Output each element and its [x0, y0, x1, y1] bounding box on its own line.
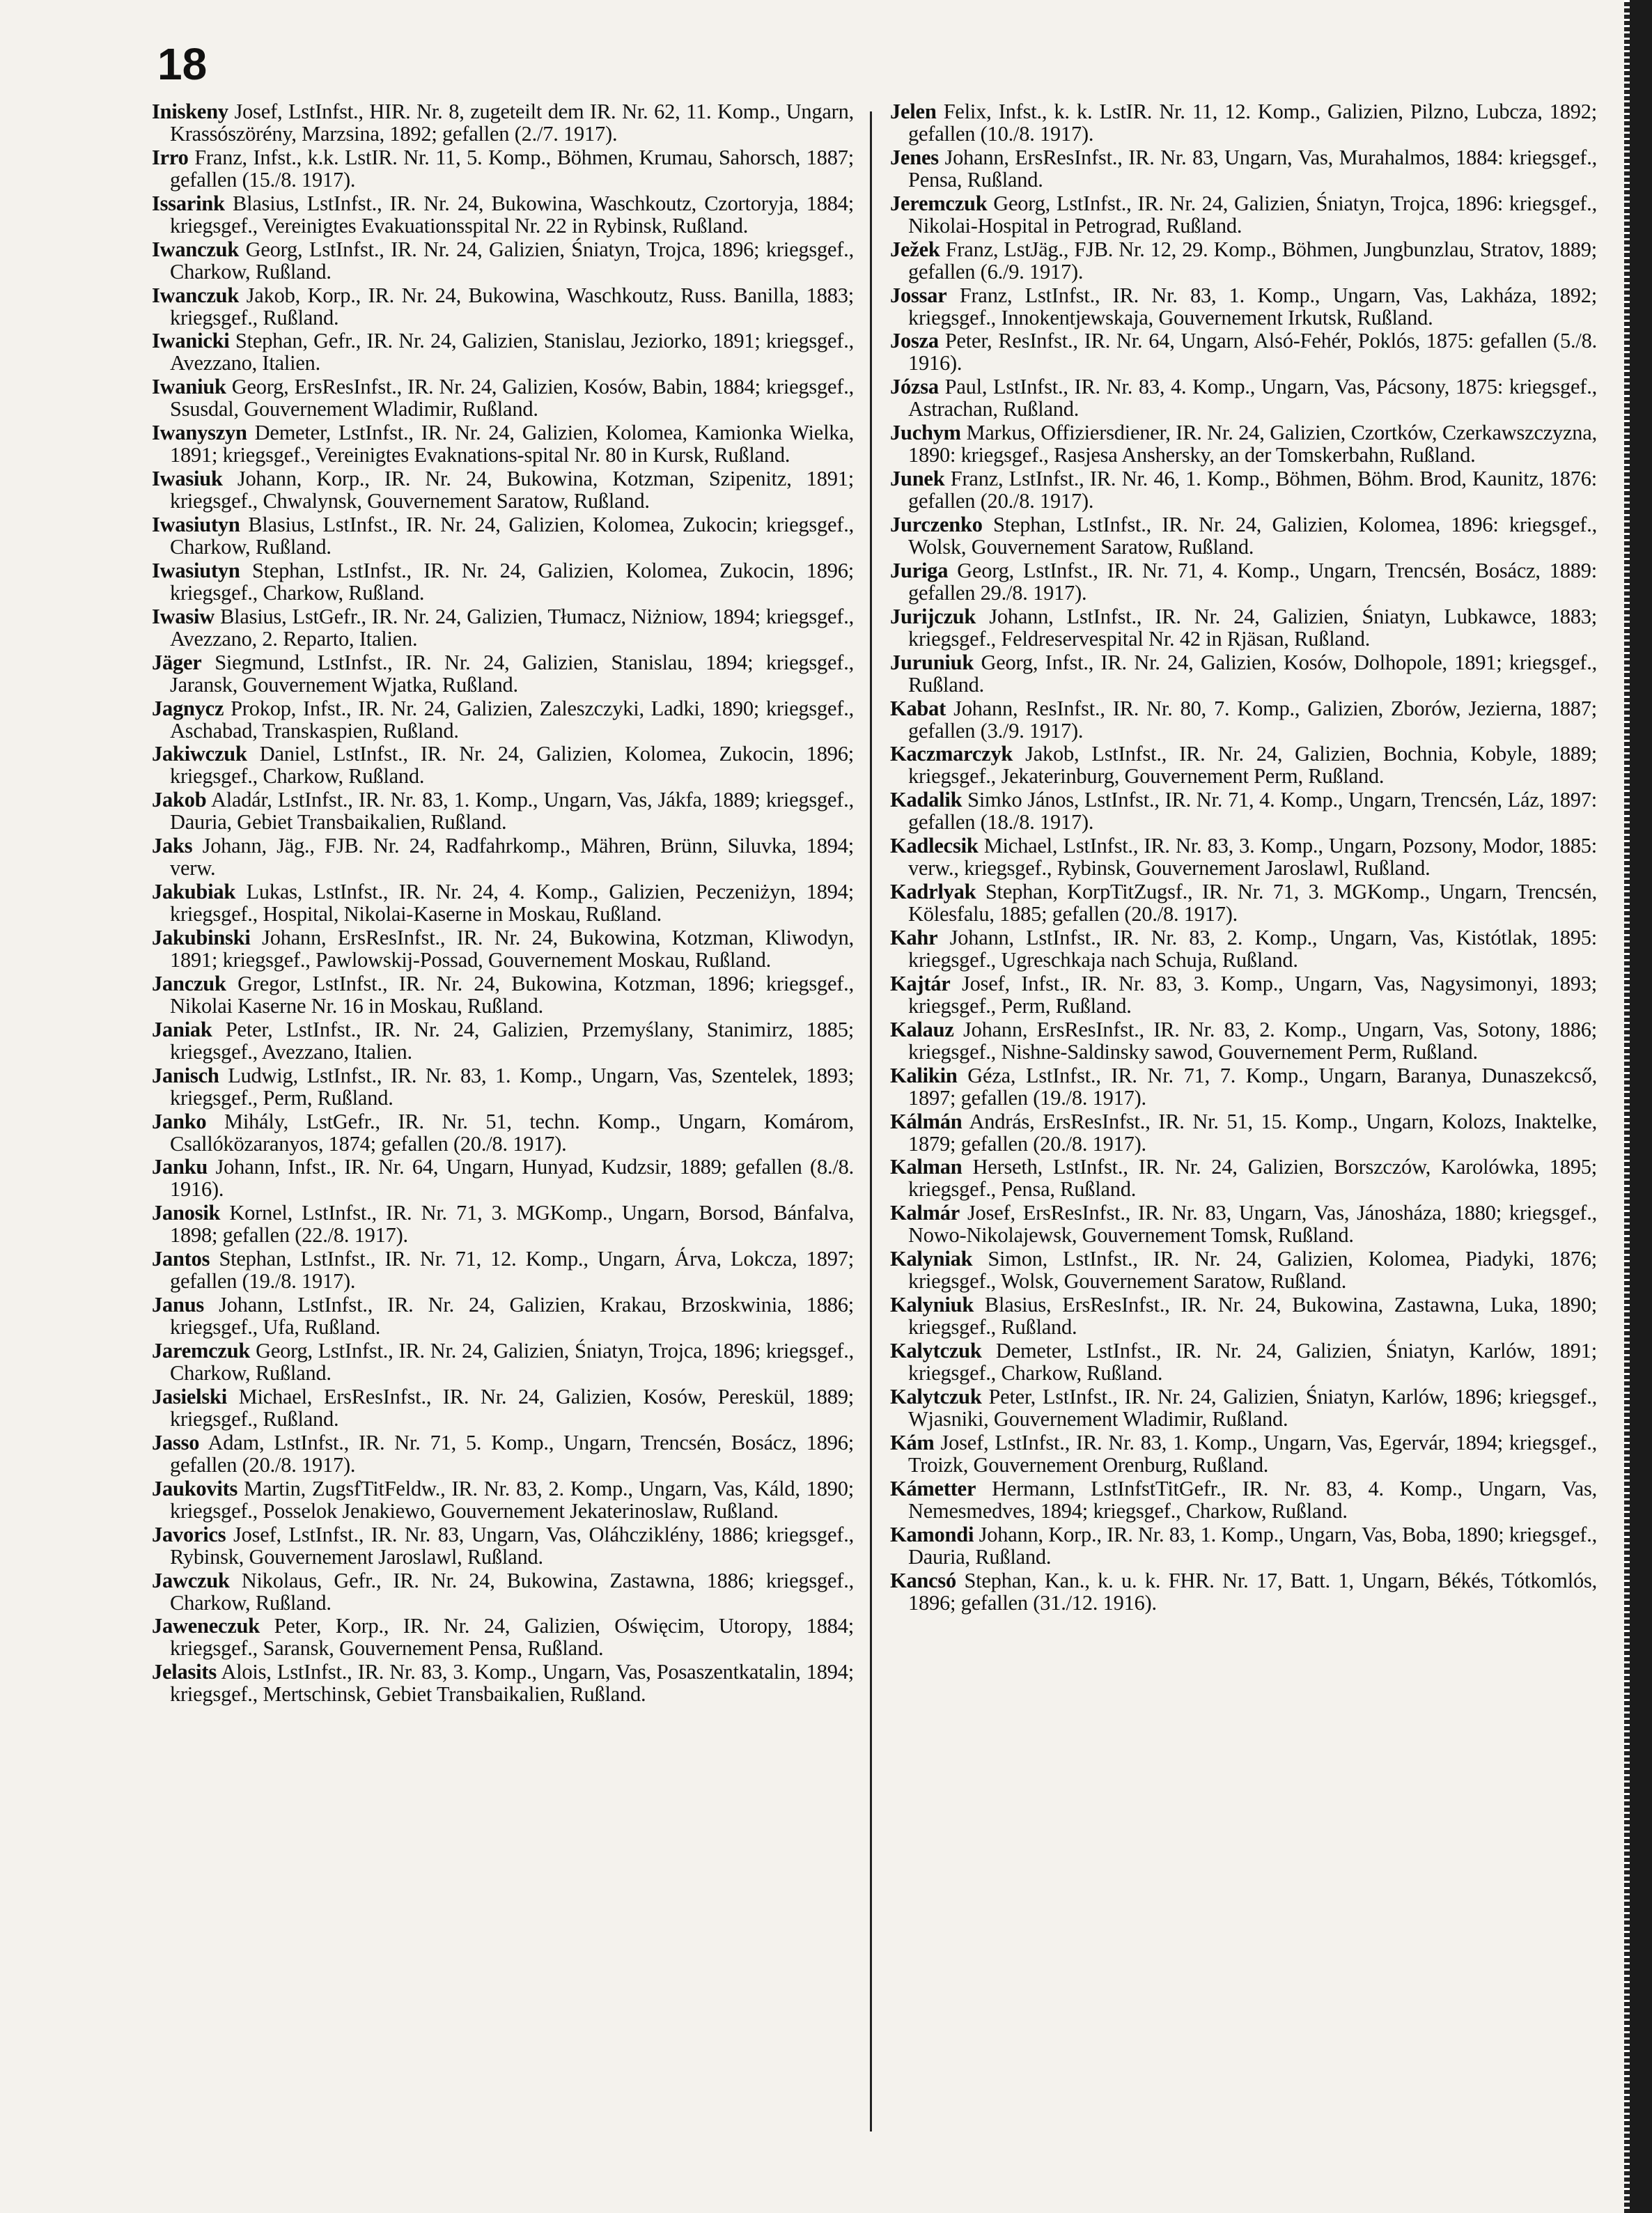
register-entry [890, 329, 1597, 374]
entry-surname: Irro [152, 145, 189, 169]
entry-details: Georg, LstInfst., IR. Nr. 71, 4. Komp., Ungarn, Trencsén, Bosácz, 1889: gefallen 29./8. 1917). [908, 558, 1597, 605]
entry-surname: Iwanicki [152, 329, 230, 353]
entry-details: Felix, Infst., k. k. LstIR. Nr. 11, 12. Komp., Galizien, Pilzno, Lubcza, 1892; gefallen (10./8. 1917). [908, 100, 1597, 146]
register-entry [152, 972, 854, 1017]
register-entry [152, 926, 854, 971]
entry-surname: Józsa [890, 375, 939, 399]
register-entry [152, 1202, 854, 1246]
entry-details: Mihály, LstGefr., IR. Nr. 51, techn. Komp., Ungarn, Komárom, Csallóközaranyos, 1874; gefallen (20./8. 1917). [170, 1109, 854, 1156]
entry-details: Demeter, LstInfst., IR. Nr. 24, Galizien, Śniatyn, Karlów, 1891; kriegsgef., Charkow, Rußland. [908, 1339, 1597, 1385]
register-entry [890, 651, 1597, 696]
entry-details: Kornel, LstInfst., IR. Nr. 71, 3. MGKomp., Ungarn, Borsod, Bánfalva, 1898; gefallen (22./8. 1917). [170, 1201, 854, 1248]
register-entry [152, 238, 854, 283]
register-entry [890, 421, 1597, 466]
entry-surname: Kámetter [890, 1476, 976, 1500]
register-entry [890, 605, 1597, 650]
entry-surname: Jelasits [152, 1660, 217, 1684]
register-entry [152, 1431, 854, 1476]
register-entry [152, 1018, 854, 1063]
entry-details: Josef, Infst., IR. Nr. 83, 3. Komp., Ungarn, Vas, Nagysimonyi, 1893; kriegsgef., Perm, Rußland. [908, 971, 1597, 1018]
entry-details: Demeter, LstInfst., IR. Nr. 24, Galizien, Kolomea, Kamionka Wielka, 1891; kriegsgef., Vereinigtes Evaknations-spital Nr. 80 in Kursk, Rußland. [170, 421, 854, 467]
entry-details: Peter, LstInfst., IR. Nr. 24, Galizien, Śniatyn, Karlów, 1896; kriegsgef., Wjasniki, Gouvernement Wladimir, Rußland. [908, 1384, 1597, 1431]
entry-details: Aladár, LstInfst., IR. Nr. 83, 1. Komp., Ungarn, Vas, Jákfa, 1889; kriegsgef., Dauria, Gebiet Transbaikalien, Rußland. [170, 788, 854, 834]
entry-details: Simko János, LstInfst., IR. Nr. 71, 4. Komp., Ungarn, Trencsén, Láz, 1897: gefallen (18./8. 1917). [908, 788, 1597, 834]
entry-details: Franz, LstInfst., IR. Nr. 83, 1. Komp., Ungarn, Vas, Lakháza, 1892; kriegsgef., Innokentjewskaja, Gouvernement Irkutsk, Rußland. [908, 283, 1597, 329]
register-entry [152, 1615, 854, 1659]
entry-surname: Jaks [152, 834, 193, 858]
entry-details: Simon, LstInfst., IR. Nr. 24, Galizien, Kolomea, Piadyki, 1876; kriegsgef., Wolsk, Gouvernement Saratow, Rußland. [908, 1247, 1597, 1294]
entry-surname: Jasielski [152, 1384, 227, 1408]
register-entry [152, 100, 854, 145]
entry-details: András, ErsResInfst., IR. Nr. 51, 15. Komp., Ungarn, Kolozs, Inaktelke, 1879; gefallen (20./8. 1917). [908, 1109, 1597, 1156]
entry-surname: Kalauz [890, 1017, 954, 1041]
register-entry [152, 743, 854, 787]
entry-surname: Iwaniuk [152, 375, 226, 399]
register-entry [890, 1202, 1597, 1246]
entry-details: Jakob, Korp., IR. Nr. 24, Bukowina, Waschkoutz, Russ. Banilla, 1883; kriegsgef., Rußland. [170, 283, 854, 329]
register-entry [152, 1064, 854, 1109]
entry-details: Alois, LstInfst., IR. Nr. 83, 3. Komp., Ungarn, Vas, Posaszentkatalin, 1894; kriegsgef., Mertschinsk, Gebiet Transbaikalien, Rußland. [170, 1660, 854, 1707]
entry-surname: Janczuk [152, 971, 226, 995]
register-entry [152, 651, 854, 696]
register-entry [890, 743, 1597, 787]
register-entry [890, 1248, 1597, 1292]
page-number: 18 [157, 39, 208, 89]
register-entry [152, 1248, 854, 1292]
register-entry [152, 605, 854, 650]
entry-details: Georg, LstInfst., IR. Nr. 24, Galizien, Śniatyn, Trojca, 1896: kriegsgef., Nikolai-Hospital in Petrograd, Rußland. [908, 191, 1597, 238]
left-column [152, 100, 854, 1707]
entry-surname: Jaremczuk [152, 1339, 251, 1363]
entry-surname: Jakob [152, 788, 207, 812]
entry-surname: Jantos [152, 1247, 210, 1271]
entry-surname: Iwasiw [152, 604, 215, 628]
entry-details: Michael, LstInfst., IR. Nr. 83, 3. Komp., Ungarn, Pozsony, Modor, 1885: verw., kriegsgef., Rybinsk, Gouvernement Jaroslawl, Rußland. [908, 834, 1597, 880]
entry-surname: Iwanczuk [152, 283, 240, 307]
register-entry [890, 1385, 1597, 1430]
entry-surname: Jakubinski [152, 926, 251, 950]
entry-details: Johann, ErsResInfst., IR. Nr. 83, Ungarn, Vas, Murahalmos, 1884: kriegsgef., Pensa, Rußland. [908, 145, 1597, 192]
entry-details: Stephan, KorpTitZugsf., IR. Nr. 71, 3. MGKomp., Ungarn, Trencsén, Kölesfalu, 1885; gefallen (20./8. 1917). [908, 880, 1597, 926]
entry-details: Johann, Korp., IR. Nr. 83, 1. Komp., Ungarn, Vas, Boba, 1890; kriegsgef., Dauria, Rußland. [908, 1522, 1597, 1569]
entry-surname: Janiak [152, 1017, 212, 1041]
register-entry [890, 375, 1597, 420]
entry-surname: Kadlecsik [890, 834, 979, 858]
register-entry [890, 1477, 1597, 1522]
register-entry [890, 284, 1597, 329]
entry-details: Johann, ErsResInfst., IR. Nr. 83, 2. Komp., Ungarn, Vas, Sotony, 1886; kriegsgef., Nishne-Saldinsky sawod, Gouvernement Perm, Rußland. [908, 1017, 1597, 1064]
entry-surname: Iwasiutyn [152, 513, 240, 537]
entry-surname: Kahr [890, 926, 938, 950]
entry-surname: Kalyniak [890, 1247, 973, 1271]
entry-surname: Kaczmarczyk [890, 742, 1013, 766]
entry-details: Franz, LstInfst., IR. Nr. 46, 1. Komp., Böhmen, Böhm. Brod, Kaunitz, 1876: gefallen (20./8. 1917). [908, 467, 1597, 513]
register-entry [890, 559, 1597, 604]
entry-details: Josef, LstInfst., HIR. Nr. 8, zugeteilt dem IR. Nr. 62, 11. Komp., Ungarn, Krassószörény, Marzsina, 1892; gefallen (2./7. 1917). [170, 100, 854, 146]
entry-surname: Iniskeny [152, 100, 228, 123]
register-entry [890, 146, 1597, 191]
entry-details: Johann, LstInfst., IR. Nr. 24, Galizien, Śniatyn, Lubkawce, 1883; kriegsgef., Feldreservespital Nr. 42 in Rjäsan, Rußland. [908, 604, 1597, 651]
entry-surname: Jenes [890, 145, 939, 169]
register-entry [890, 834, 1597, 879]
entry-details: Georg, Infst., IR. Nr. 24, Galizien, Kosów, Dolhopole, 1891; kriegsgef., Rußland. [908, 650, 1597, 697]
entry-details: Martin, ZugsfTitFeldw., IR. Nr. 83, 2. Komp., Ungarn, Vas, Káld, 1890; kriegsgef., Posselok Jenakiewo, Gouvernement Jekaterinoslaw, Rußland. [170, 1476, 855, 1523]
entry-surname: Jeremczuk [890, 191, 988, 215]
register-entry [152, 146, 854, 191]
entry-surname: Kalikin [890, 1063, 958, 1087]
register-entry [890, 1156, 1597, 1200]
entry-details: Adam, LstInfst., IR. Nr. 71, 5. Komp., Ungarn, Trencsén, Bosácz, 1896; gefallen (20./8. 1917). [170, 1430, 854, 1477]
entry-details: Michael, ErsResInfst., IR. Nr. 24, Galizien, Kosów, Pereskül, 1889; kriegsgef., Rußland. [170, 1384, 854, 1431]
register-entry [152, 1156, 854, 1200]
register-entry [890, 972, 1597, 1017]
entry-surname: Kajtár [890, 971, 951, 995]
entry-surname: Issarink [152, 191, 225, 215]
register-entry [890, 1110, 1597, 1155]
register-entry [152, 467, 854, 512]
entry-surname: Iwanczuk [152, 237, 240, 261]
entry-details: Peter, ResInfst., IR. Nr. 64, Ungarn, Alsó-Fehér, Poklós, 1875: gefallen (5./8. 1916). [908, 329, 1598, 375]
register-entry [152, 1661, 854, 1705]
entry-details: Johann, LstInfst., IR. Nr. 83, 2. Komp., Ungarn, Vas, Kistótlak, 1895: kriegsgef., Ugreschkaja nach Schuja, Rußland. [908, 926, 1597, 972]
entry-details: Stephan, LstInfst., IR. Nr. 24, Galizien, Kolomea, Zukocin, 1896; kriegsgef., Charkow, Rußland. [170, 558, 854, 605]
entry-details: Peter, LstInfst., IR. Nr. 24, Galizien, Przemyślany, Stanimirz, 1885; kriegsgef., Avezzano, Italien. [170, 1017, 854, 1064]
entry-surname: Kadrlyak [890, 880, 976, 904]
register-entry [152, 375, 854, 420]
entry-surname: Kabat [890, 696, 946, 720]
register-entry [890, 1064, 1597, 1109]
register-entry [890, 467, 1597, 512]
register-entry [890, 513, 1597, 558]
entry-surname: Iwasiuk [152, 467, 223, 491]
register-entry [152, 1569, 854, 1614]
entry-details: Peter, Korp., IR. Nr. 24, Galizien, Oświęcim, Utoropy, 1884; kriegsgef., Saransk, Gouvernement Pensa, Rußland. [170, 1614, 854, 1661]
entry-surname: Jakiwczuk [152, 742, 247, 766]
register-entry [890, 789, 1597, 833]
register-entry [152, 1523, 854, 1568]
entry-surname: Jäger [152, 650, 202, 674]
entry-surname: Juriga [890, 558, 949, 582]
entry-surname: Kancsó [890, 1568, 957, 1592]
entry-details: Josef, ErsResInfst., IR. Nr. 83, Ungarn, Vas, Jánosháza, 1880; kriegsgef., Nowo-Nikolajewsk, Gouvernement Tomsk, Rußland. [908, 1201, 1597, 1248]
entry-surname: Janku [152, 1155, 208, 1179]
register-entry [152, 329, 854, 374]
entry-surname: Janosik [152, 1201, 221, 1225]
entry-details: Gregor, LstInfst., IR. Nr. 24, Bukowina, Kotzman, 1896; kriegsgef., Nikolai Kaserne Nr. 16 in Moskau, Rußland. [170, 971, 854, 1018]
entry-surname: Jossar [890, 283, 947, 307]
entry-details: Blasius, LstInfst., IR. Nr. 24, Bukowina, Waschkoutz, Czortoryja, 1884; kriegsgef., Vereinigtes Evakuationsspital Nr. 22 in Rybinsk, Rußland. [170, 191, 854, 238]
entry-details: Georg, LstInfst., IR. Nr. 24, Galizien, Śniatyn, Trojca, 1896; kriegsgef., Charkow, Rußland. [170, 1339, 854, 1385]
register-entry [890, 1340, 1597, 1384]
entry-surname: Iwasiutyn [152, 558, 240, 582]
entry-details: Siegmund, LstInfst., IR. Nr. 24, Galizien, Stanislau, 1894; kriegsgef., Jaransk, Gouvernement Wjatka, Rußland. [170, 650, 854, 697]
register-entry [890, 100, 1597, 145]
entry-surname: Kálmán [890, 1109, 963, 1133]
page-edge [1624, 0, 1652, 2213]
entry-surname: Jelen [890, 100, 937, 123]
entry-surname: Ježek [890, 237, 940, 261]
entry-surname: Kám [890, 1430, 935, 1454]
entry-details: Josef, LstInfst., IR. Nr. 83, Ungarn, Vas, Oláhcziklény, 1886; kriegsgef., Rybinsk, Gouvernement Jaroslawl, Rußland. [170, 1522, 854, 1569]
register-entry [890, 697, 1597, 742]
entry-details: Blasius, ErsResInfst., IR. Nr. 24, Bukowina, Zastawna, Luka, 1890; kriegsgef., Rußland. [908, 1293, 1597, 1340]
entry-surname: Josza [890, 329, 939, 353]
entry-details: Ludwig, LstInfst., IR. Nr. 83, 1. Komp., Ungarn, Vas, Szentelek, 1893; kriegsgef., Perm, Rußland. [170, 1063, 854, 1110]
register-entry [890, 192, 1597, 237]
register-entry [152, 1110, 854, 1155]
entry-surname: Janus [152, 1293, 205, 1317]
entry-surname: Jurijczuk [890, 604, 976, 628]
entry-surname: Jawczuk [152, 1568, 230, 1592]
entry-surname: Jurczenko [890, 513, 983, 537]
entry-details: Stephan, Kan., k. u. k. FHR. Nr. 17, Batt. 1, Ungarn, Békés, Tótkomlós, 1896; gefallen (31./12. 1916). [908, 1568, 1597, 1615]
register-entry [890, 880, 1597, 925]
register-entry [152, 1385, 854, 1430]
register-entry [152, 513, 854, 558]
entry-details: Blasius, LstGefr., IR. Nr. 24, Galizien, Tłumacz, Niżniow, 1894; kriegsgef., Avezzano, 2. Reparto, Italien. [170, 604, 855, 651]
entry-details: Johann, ErsResInfst., IR. Nr. 24, Bukowina, Kotzman, Kliwodyn, 1891; kriegsgef., Pawlowskij-Possad, Gouvernement Moskau, Rußland. [170, 926, 854, 972]
entry-surname: Jasso [152, 1430, 200, 1454]
entry-details: Stephan, LstInfst., IR. Nr. 24, Galizien, Kolomea, 1896: kriegsgef., Wolsk, Gouvernement Saratow, Rußland. [908, 513, 1597, 559]
register-entry [890, 1018, 1597, 1063]
entry-details: Hermann, LstInfstTitGefr., IR. Nr. 83, 4. Komp., Ungarn, Vas, Nemesmedves, 1894; kriegsgef., Charkow, Rußland. [908, 1476, 1597, 1523]
entry-details: Blasius, LstInfst., IR. Nr. 24, Galizien, Kolomea, Zukocin; kriegsgef., Charkow, Rußland. [170, 513, 854, 559]
register-entry [152, 1340, 854, 1384]
entry-surname: Kalmár [890, 1201, 960, 1225]
entry-surname: Kalyniuk [890, 1293, 974, 1317]
register-entry [152, 284, 854, 329]
register-entry [890, 1569, 1597, 1614]
entry-details: Johann, ResInfst., IR. Nr. 80, 7. Komp., Galizien, Zborów, Jezierna, 1887; gefallen (3./9. 1917). [908, 696, 1598, 743]
entry-surname: Juruniuk [890, 650, 974, 674]
entry-details: Géza, LstInfst., IR. Nr. 71, 7. Komp., Ungarn, Baranya, Dunaszekcső, 1897; gefallen (19./8. 1917). [908, 1063, 1597, 1110]
register-entry [152, 192, 854, 237]
entry-details: Johann, Korp., IR. Nr. 24, Bukowina, Kotzman, Szipenitz, 1891; kriegsgef., Chwalynsk, Gouvernement Saratow, Rußland. [170, 467, 854, 513]
column-divider [870, 111, 872, 2132]
entry-details: Josef, LstInfst., IR. Nr. 83, 1. Komp., Ungarn, Vas, Egervár, 1894; kriegsgef., Troizk, Gouvernement Orenburg, Rußland. [908, 1430, 1597, 1477]
entry-surname: Kamondi [890, 1522, 974, 1546]
register-entry [152, 1294, 854, 1338]
entry-surname: Janisch [152, 1063, 219, 1087]
entry-details: Lukas, LstInfst., IR. Nr. 24, 4. Komp., Galizien, Peczeniżyn, 1894; kriegsgef., Hospital, Nikolai-Kaserne in Moskau, Rußland. [170, 880, 854, 926]
register-entry [152, 834, 854, 879]
register-entry [152, 880, 854, 925]
entry-surname: Kadalik [890, 788, 963, 812]
register-entry [890, 1431, 1597, 1476]
register-entry [890, 926, 1597, 971]
entry-surname: Iwanyszyn [152, 421, 247, 445]
entry-surname: Juchym [890, 421, 961, 445]
entry-details: Stephan, LstInfst., IR. Nr. 71, 12. Komp., Ungarn, Árva, Lokcza, 1897; gefallen (19./8. 1917). [170, 1247, 854, 1294]
entry-details: Franz, LstJäg., FJB. Nr. 12, 29. Komp., Böhmen, Jungbunzlau, Stratov, 1889; gefallen (6./9. 1917). [908, 237, 1597, 284]
entry-details: Markus, Offiziersdiener, IR. Nr. 24, Galizien, Czortków, Czerkawszczyzna, 1890: kriegsgef., Rasjesa Anshersky, an der Tomskerbahn, Rußland. [908, 421, 1597, 467]
entry-surname: Jagnycz [152, 696, 224, 720]
entry-details: Georg, LstInfst., IR. Nr. 24, Galizien, Śniatyn, Trojca, 1896; kriegsgef., Charkow, Rußland. [170, 237, 854, 284]
entry-details: Paul, LstInfst., IR. Nr. 83, 4. Komp., Ungarn, Vas, Pácsony, 1875: kriegsgef., Astrachan, Rußland. [908, 375, 1597, 421]
entry-details: Jakob, LstInfst., IR. Nr. 24, Galizien, Bochnia, Kobyle, 1889; kriegsgef., Jekaterinburg, Gouvernement Perm, Rußland. [908, 742, 1598, 789]
register-entry [152, 421, 854, 466]
register-entry [152, 697, 854, 742]
entry-details: Franz, Infst., k.k. LstIR. Nr. 11, 5. Komp., Böhmen, Krumau, Sahorsch, 1887; gefallen (15./8. 1917). [170, 145, 854, 192]
right-column [890, 100, 1597, 1615]
entry-surname: Javorics [152, 1522, 226, 1546]
entry-surname: Jaweneczuk [152, 1614, 260, 1638]
entry-details: Herseth, LstInfst., IR. Nr. 24, Galizien, Borszczów, Karolówka, 1895; kriegsgef., Pensa, Rußland. [908, 1155, 1597, 1202]
register-entry [890, 238, 1597, 283]
entry-surname: Jaukovits [152, 1476, 238, 1500]
entry-surname: Junek [890, 467, 945, 491]
entry-details: Prokop, Infst., IR. Nr. 24, Galizien, Zaleszczyki, Ladki, 1890; kriegsgef., Aschabad, Transkaspien, Rußland. [170, 696, 854, 743]
register-entry [152, 559, 854, 604]
entry-details: Georg, ErsResInfst., IR. Nr. 24, Galizien, Kosów, Babin, 1884; kriegsgef., Ssusdal, Gouvernement Wladimir, Rußland. [170, 375, 854, 421]
register-entry [152, 1477, 854, 1522]
entry-details: Daniel, LstInfst., IR. Nr. 24, Galizien, Kolomea, Zukocin, 1896; kriegsgef., Charkow, Rußland. [170, 742, 855, 789]
entry-details: Stephan, Gefr., IR. Nr. 24, Galizien, Stanislau, Jeziorko, 1891; kriegsgef., Avezzano, Italien. [170, 329, 854, 375]
entry-details: Johann, Jäg., FJB. Nr. 24, Radfahrkomp., Mähren, Brünn, Siluvka, 1894; verw. [170, 834, 854, 880]
register-entry [890, 1523, 1597, 1568]
entry-details: Johann, Infst., IR. Nr. 64, Ungarn, Hunyad, Kudzsir, 1889; gefallen (8./8. 1916). [170, 1155, 854, 1202]
register-entry [152, 789, 854, 833]
entry-surname: Kalytczuk [890, 1384, 982, 1408]
entry-details: Johann, LstInfst., IR. Nr. 24, Galizien, Krakau, Brzoskwinia, 1886; kriegsgef., Ufa, Rußland. [170, 1293, 854, 1340]
entry-surname: Kalman [890, 1155, 963, 1179]
entry-surname: Jakubiak [152, 880, 236, 904]
entry-surname: Janko [152, 1109, 207, 1133]
register-entry [890, 1294, 1597, 1338]
entry-surname: Kalytczuk [890, 1339, 982, 1363]
entry-details: Nikolaus, Gefr., IR. Nr. 24, Bukowina, Zastawna, 1886; kriegsgef., Charkow, Rußland. [170, 1568, 855, 1615]
